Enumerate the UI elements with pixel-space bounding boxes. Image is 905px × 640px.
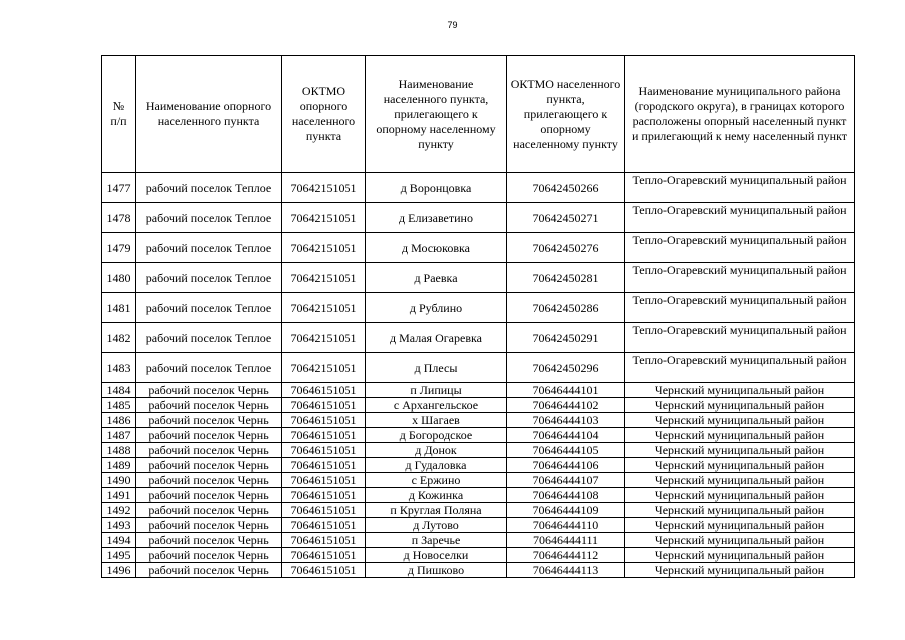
table-body [102, 173, 855, 578]
cell-row-number: 1485 [102, 398, 136, 413]
cell-base-oktmo: 70646151051 [282, 443, 366, 458]
table-row [102, 173, 855, 203]
cell-adjacent-settlement: д Раевка [366, 263, 507, 293]
cell-base-settlement: рабочий поселок Чернь [136, 563, 282, 578]
cell-base-settlement: рабочий поселок Чернь [136, 443, 282, 458]
cell-adjacent-settlement: д Мосюковка [366, 233, 507, 263]
cell-base-oktmo: 70646151051 [282, 458, 366, 473]
table-row [102, 383, 855, 398]
cell-adjacent-oktmo: 70646444104 [507, 428, 625, 443]
cell-municipal-district: Чернский муниципальный район [625, 398, 855, 413]
cell-base-oktmo: 70646151051 [282, 563, 366, 578]
table-row [102, 533, 855, 548]
cell-row-number: 1486 [102, 413, 136, 428]
cell-row-number: 1491 [102, 488, 136, 503]
table-row [102, 293, 855, 323]
cell-adjacent-oktmo: 70646444103 [507, 413, 625, 428]
cell-adjacent-oktmo: 70642450276 [507, 233, 625, 263]
cell-adjacent-oktmo: 70646444107 [507, 473, 625, 488]
cell-adjacent-settlement: д Донок [366, 443, 507, 458]
cell-base-settlement: рабочий поселок Чернь [136, 488, 282, 503]
table-row [102, 518, 855, 533]
cell-adjacent-settlement: д Елизаветино [366, 203, 507, 233]
cell-adjacent-settlement: с Ержино [366, 473, 507, 488]
cell-base-settlement: рабочий поселок Чернь [136, 458, 282, 473]
cell-base-settlement: рабочий поселок Чернь [136, 413, 282, 428]
cell-base-oktmo: 70642151051 [282, 173, 366, 203]
cell-row-number: 1492 [102, 503, 136, 518]
cell-municipal-district: Чернский муниципальный район [625, 473, 855, 488]
col-header-number: № п/п [102, 56, 136, 173]
cell-municipal-district: Чернский муниципальный район [625, 443, 855, 458]
cell-row-number: 1488 [102, 443, 136, 458]
cell-municipal-district: Чернский муниципальный район [625, 518, 855, 533]
cell-adjacent-settlement: д Плесы [366, 353, 507, 383]
table-row [102, 473, 855, 488]
cell-base-settlement: рабочий поселок Чернь [136, 533, 282, 548]
cell-adjacent-oktmo: 70646444113 [507, 563, 625, 578]
cell-row-number: 1477 [102, 173, 136, 203]
col-header-adjacent-settlement: Наименование населенного пункта, прилегающего к опорному населенному пункту [366, 56, 507, 173]
cell-adjacent-settlement: п Заречье [366, 533, 507, 548]
cell-base-oktmo: 70642151051 [282, 293, 366, 323]
cell-municipal-district: Чернский муниципальный район [625, 533, 855, 548]
cell-base-oktmo: 70646151051 [282, 398, 366, 413]
cell-base-settlement: рабочий поселок Теплое [136, 203, 282, 233]
cell-base-settlement: рабочий поселок Чернь [136, 503, 282, 518]
cell-adjacent-settlement: х Шагаев [366, 413, 507, 428]
settlements-table [101, 55, 855, 578]
cell-adjacent-settlement: д Лутово [366, 518, 507, 533]
cell-base-settlement: рабочий поселок Чернь [136, 518, 282, 533]
cell-municipal-district: Тепло-Огаревский муниципальный район [625, 293, 855, 323]
cell-adjacent-oktmo: 70642450286 [507, 293, 625, 323]
cell-base-settlement: рабочий поселок Теплое [136, 323, 282, 353]
cell-municipal-district: Тепло-Огаревский муниципальный район [625, 203, 855, 233]
cell-base-oktmo: 70646151051 [282, 488, 366, 503]
table-row [102, 563, 855, 578]
cell-base-settlement: рабочий поселок Теплое [136, 353, 282, 383]
cell-municipal-district: Чернский муниципальный район [625, 413, 855, 428]
table-row [102, 443, 855, 458]
cell-adjacent-settlement: п Круглая Поляна [366, 503, 507, 518]
cell-base-oktmo: 70642151051 [282, 233, 366, 263]
cell-municipal-district: Тепло-Огаревский муниципальный район [625, 353, 855, 383]
cell-adjacent-oktmo: 70642450296 [507, 353, 625, 383]
col-header-municipal-district: Наименование муниципального района (городского округа), в границах которого расположены опорный населенный пункт и прилегающий к нему населенный пункт [625, 56, 855, 173]
table-row [102, 503, 855, 518]
col-header-adjacent-oktmo: ОКТМО населенного пункта, прилегающего к опорному населенному пункту [507, 56, 625, 173]
cell-base-oktmo: 70646151051 [282, 383, 366, 398]
cell-adjacent-oktmo: 70646444109 [507, 503, 625, 518]
col-header-base-settlement: Наименование опорного населенного пункта [136, 56, 282, 173]
cell-base-oktmo: 70646151051 [282, 503, 366, 518]
cell-base-oktmo: 70642151051 [282, 203, 366, 233]
page-number: 79 [447, 20, 458, 30]
cell-adjacent-settlement: п Липицы [366, 383, 507, 398]
table-row [102, 263, 855, 293]
cell-row-number: 1495 [102, 548, 136, 563]
cell-row-number: 1484 [102, 383, 136, 398]
table-row [102, 203, 855, 233]
cell-base-settlement: рабочий поселок Теплое [136, 263, 282, 293]
table-row [102, 353, 855, 383]
cell-municipal-district: Чернский муниципальный район [625, 488, 855, 503]
cell-adjacent-oktmo: 70646444102 [507, 398, 625, 413]
cell-adjacent-settlement: с Архангельское [366, 398, 507, 413]
cell-base-oktmo: 70642151051 [282, 263, 366, 293]
cell-adjacent-settlement: д Гудаловка [366, 458, 507, 473]
cell-municipal-district: Тепло-Огаревский муниципальный район [625, 263, 855, 293]
cell-municipal-district: Чернский муниципальный район [625, 548, 855, 563]
table-row [102, 398, 855, 413]
table-row [102, 323, 855, 353]
cell-row-number: 1481 [102, 293, 136, 323]
cell-municipal-district: Тепло-Огаревский муниципальный район [625, 233, 855, 263]
cell-base-oktmo: 70646151051 [282, 413, 366, 428]
cell-base-oktmo: 70642151051 [282, 353, 366, 383]
cell-base-settlement: рабочий поселок Теплое [136, 293, 282, 323]
cell-base-settlement: рабочий поселок Теплое [136, 233, 282, 263]
cell-adjacent-settlement: д Новоселки [366, 548, 507, 563]
table-row [102, 548, 855, 563]
cell-row-number: 1487 [102, 428, 136, 443]
cell-municipal-district: Чернский муниципальный район [625, 563, 855, 578]
cell-row-number: 1490 [102, 473, 136, 488]
col-header-base-oktmo: ОКТМО опорного населенного пункта [282, 56, 366, 173]
table-row [102, 413, 855, 428]
cell-adjacent-oktmo: 70646444111 [507, 533, 625, 548]
cell-adjacent-settlement: д Кожинка [366, 488, 507, 503]
cell-adjacent-settlement: д Малая Огаревка [366, 323, 507, 353]
cell-row-number: 1482 [102, 323, 136, 353]
cell-adjacent-oktmo: 70646444101 [507, 383, 625, 398]
cell-adjacent-oktmo: 70642450291 [507, 323, 625, 353]
cell-adjacent-oktmo: 70646444106 [507, 458, 625, 473]
cell-base-oktmo: 70646151051 [282, 473, 366, 488]
cell-adjacent-oktmo: 70646444110 [507, 518, 625, 533]
cell-row-number: 1489 [102, 458, 136, 473]
cell-base-settlement: рабочий поселок Чернь [136, 398, 282, 413]
cell-base-settlement: рабочий поселок Чернь [136, 428, 282, 443]
cell-base-oktmo: 70646151051 [282, 518, 366, 533]
cell-municipal-district: Чернский муниципальный район [625, 428, 855, 443]
cell-adjacent-oktmo: 70646444105 [507, 443, 625, 458]
cell-row-number: 1494 [102, 533, 136, 548]
cell-row-number: 1479 [102, 233, 136, 263]
cell-municipal-district: Тепло-Огаревский муниципальный район [625, 323, 855, 353]
cell-base-settlement: рабочий поселок Чернь [136, 548, 282, 563]
cell-base-oktmo: 70642151051 [282, 323, 366, 353]
table-header-row [102, 56, 855, 173]
cell-municipal-district: Чернский муниципальный район [625, 503, 855, 518]
cell-municipal-district: Чернский муниципальный район [625, 383, 855, 398]
cell-municipal-district: Тепло-Огаревский муниципальный район [625, 173, 855, 203]
cell-row-number: 1493 [102, 518, 136, 533]
cell-municipal-district: Чернский муниципальный район [625, 458, 855, 473]
cell-adjacent-oktmo: 70642450281 [507, 263, 625, 293]
cell-base-settlement: рабочий поселок Чернь [136, 473, 282, 488]
cell-adjacent-settlement: д Воронцовка [366, 173, 507, 203]
cell-base-settlement: рабочий поселок Чернь [136, 383, 282, 398]
cell-adjacent-oktmo: 70646444112 [507, 548, 625, 563]
cell-adjacent-oktmo: 70646444108 [507, 488, 625, 503]
table-row [102, 233, 855, 263]
cell-base-oktmo: 70646151051 [282, 428, 366, 443]
table-row [102, 458, 855, 473]
cell-row-number: 1480 [102, 263, 136, 293]
cell-adjacent-oktmo: 70642450266 [507, 173, 625, 203]
cell-base-oktmo: 70646151051 [282, 533, 366, 548]
cell-base-settlement: рабочий поселок Теплое [136, 173, 282, 203]
cell-adjacent-oktmo: 70642450271 [507, 203, 625, 233]
table-row [102, 488, 855, 503]
cell-adjacent-settlement: д Пишково [366, 563, 507, 578]
table-row [102, 428, 855, 443]
cell-base-oktmo: 70646151051 [282, 548, 366, 563]
cell-row-number: 1483 [102, 353, 136, 383]
cell-row-number: 1478 [102, 203, 136, 233]
cell-adjacent-settlement: д Рублино [366, 293, 507, 323]
cell-row-number: 1496 [102, 563, 136, 578]
cell-adjacent-settlement: д Богородское [366, 428, 507, 443]
